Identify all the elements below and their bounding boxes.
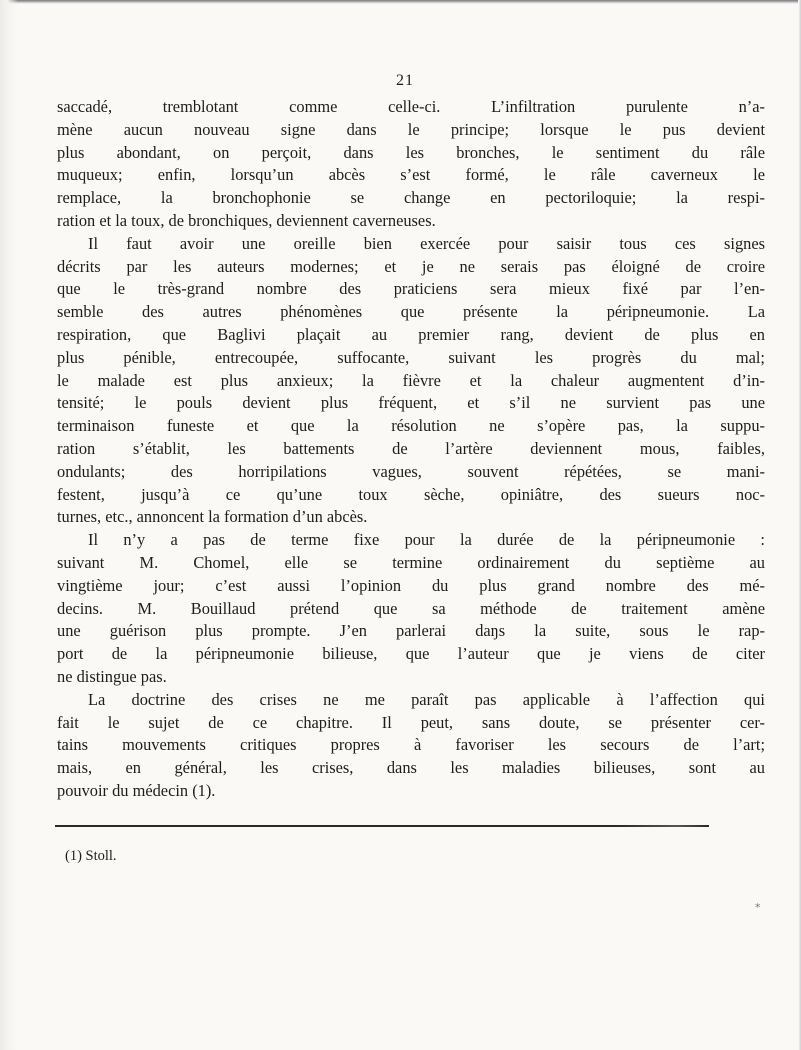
stray-ink-mark: * [755,901,761,914]
text-line: remplace, la bronchophonie se change en pectoriloquie; la respi- [57,188,765,208]
text-line: Il faut avoir une oreille bien exercée pour saisir tous ces signes [88,233,765,253]
text-line: decins. M. Bouillaud prétend que sa méthode de traitement amène [57,598,765,618]
text-line: ration et la toux, de bronchiques, deviennent caverneuses. [57,210,436,230]
text-line: festent, jusqu’à ce qu’une toux sèche, opiniâtre, des sueurs noc- [57,484,765,504]
page-top-edge [0,0,801,4]
text-line: que le très-grand nombre des praticiens sera mieux fixé par l’en- [57,279,765,299]
text-line: tains mouvements critiques propres à favoriser les secours de l’art; [57,735,765,755]
text-line: muqueux; enfin, lorsqu’un abcès s’est formé, le râle caverneux le [57,165,765,185]
text-line: suivant M. Chomel, elle se termine ordinairement du septième au [57,552,765,572]
text-line: La doctrine des crises ne me paraît pas applicable à l’affection qui [88,689,765,709]
text-line: mène aucun nouveau signe dans le principe; lorsque le pus devient [57,119,765,139]
text-line: le malade est plus anxieux; la fièvre et la chaleur augmentent d’in- [57,370,765,390]
text-line: tensité; le pouls devient plus fréquent, et s’il ne survient pas une [57,393,765,413]
text-line: ne distingue pas. [57,666,167,686]
footnote-divider [55,825,709,827]
text-line: terminaison funeste et que la résolution ne s’opère pas, la suppu- [57,416,765,436]
text-line: Il n’y a pas de terme fixe pour la durée de la péripneumonie : [88,530,765,550]
text-line: décrits par les auteurs modernes; et je ne serais pas éloigné de croire [57,256,765,276]
text-line: port de la péripneumonie bilieuse, que l’auteur que je viens de citer [57,644,765,664]
page-number: 21 [396,72,414,89]
text-line: ondulants; des horripilations vagues, souvent répétées, se mani- [57,461,765,481]
text-line: saccadé, tremblotant comme celle-ci. L’infiltration purulente n’a- [57,97,765,116]
text-line: ration s’établit, les battements de l’artère deviennent mous, faibles, [57,438,765,458]
footnote: (1) Stoll. [65,848,117,864]
text-line: plus pénible, entrecoupée, suffocante, suivant les progrès du mal; [57,347,765,367]
text-line: fait le sujet de ce chapitre. Il peut, sans doute, se présenter cer- [57,712,765,732]
text-line: turnes, etc., annoncent la formation d’un abcès. [57,507,368,527]
text-line: plus abondant, on perçoit, dans les bronches, le sentiment du râle [57,142,765,162]
text-line: respiration, que Baglivi plaçait au premier rang, devient de plus en [57,324,765,344]
text-line: pouvoir du médecin (1). [57,780,216,800]
binding-shadow [0,0,18,1050]
body-text [57,96,765,803]
text-line: une guérison plus prompte. J’en parlerai daŋs la suite, sous le rap- [57,621,765,641]
text-line: mais, en général, les crises, dans les maladies bilieuses, sont au [57,758,765,778]
text-line: semble des autres phénomènes que présente la péripneumonie. La [57,302,765,322]
text-line: vingtième jour; c’est aussi l’opinion du plus grand nombre des mé- [57,575,765,595]
